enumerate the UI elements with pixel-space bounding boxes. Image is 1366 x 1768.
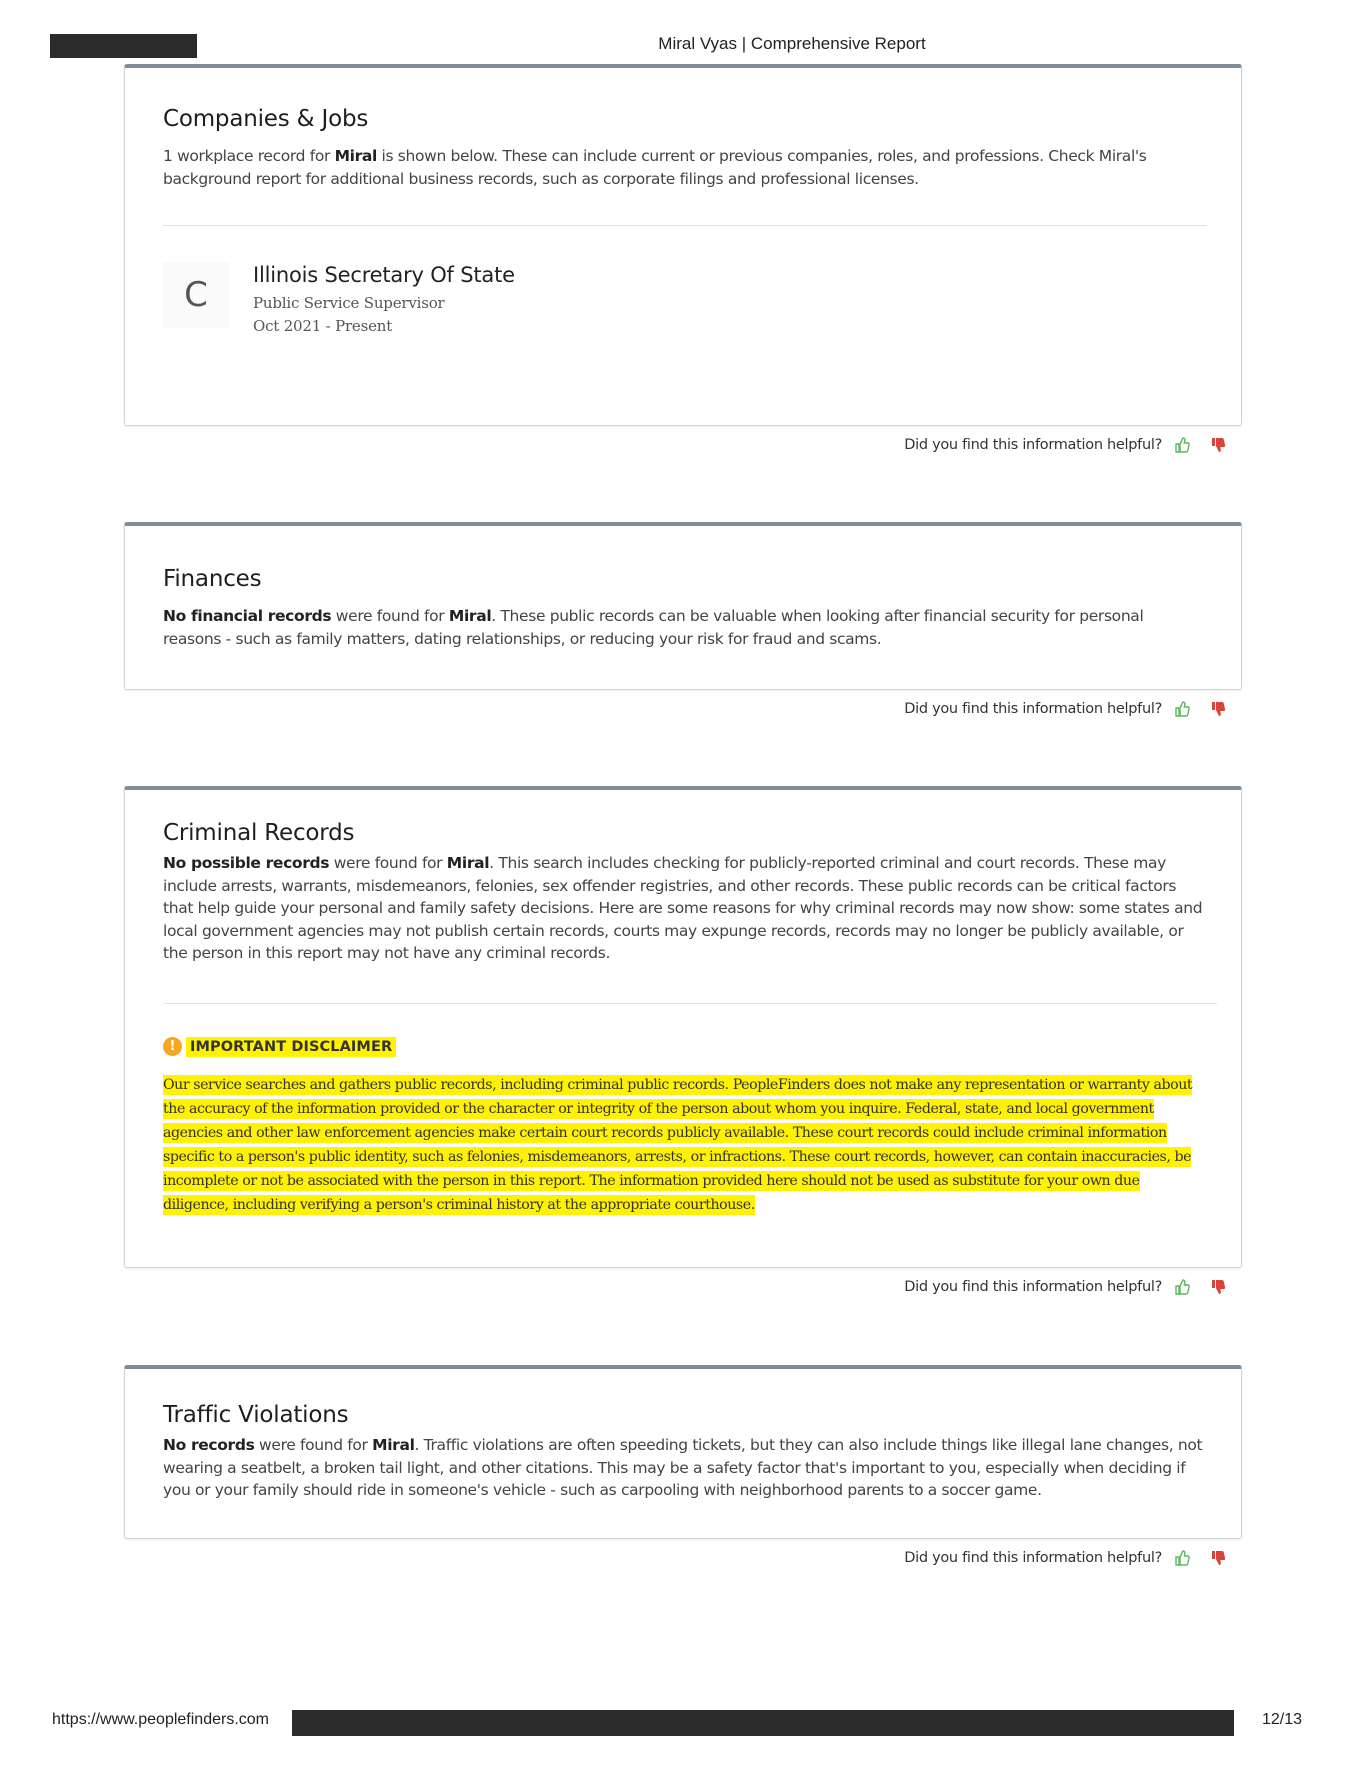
companies-jobs-card	[124, 64, 1242, 426]
traffic-violations-description: No records were found for Miral. Traffic violations are often speeding tickets, but they can also include things like illegal lane changes, not wearing a seatbelt, a broken tail light, and other citations. This may be a safety factor that's important to you, especially when deciding if you or your family should ride in someone's vehicle - such as carpooling with neighborhood parents to a soccer game.	[163, 1436, 1203, 1499]
traffic-violations-heading: Traffic Violations	[163, 1402, 349, 1428]
job-record	[163, 262, 1203, 335]
disclaimer-header	[163, 1037, 1203, 1057]
feedback-row-criminal	[904, 1279, 1226, 1295]
job-dates: Oct 2021 - Present	[253, 317, 393, 335]
disclaimer-text: Our service searches and gathers public records, including criminal public records. PeopleFinders does not make any representation or warranty about the accuracy of the information provided or the character or integrity of the person about whom you inquire. Federal, state, and local government agencies and other law enforcement agencies make certain court records publicly available. These court records could include criminal information specific to a person's public identity, such as felonies, misdemeanors, arrests, or infractions. These court records, however, can contain inaccuracies, be incomplete or not be associated with the person in this report. The information provided here should not be used as substitute for your own due diligence, including verifying a person's criminal history at the appropriate courthouse.	[163, 1076, 1193, 1213]
companies-jobs-description: 1 workplace record for Miral is shown below. These can include current or previous companies, roles, and professions. Check Miral's background report for additional business records, such as corporate filings and professional licenses.	[163, 147, 1147, 188]
traffic-violations-card	[124, 1365, 1242, 1539]
finances-heading: Finances	[163, 566, 262, 592]
finances-description: No financial records were found for Miral. These public records can be valuable when looking after financial security for personal reasons - such as family matters, dating relationships, or reducing your risk for fraud and scams.	[163, 607, 1144, 648]
criminal-records-heading: Criminal Records	[163, 820, 355, 846]
warning-icon: !	[163, 1037, 182, 1056]
criminal-records-card	[124, 786, 1242, 1268]
feedback-row-finances	[904, 701, 1226, 717]
feedback-question: Did you find this information helpful?	[904, 1550, 1162, 1566]
finances-card	[124, 522, 1242, 690]
job-role: Public Service Supervisor	[253, 294, 445, 312]
redaction-bar-bottom	[292, 1710, 1234, 1736]
feedback-question: Did you find this information helpful?	[904, 701, 1162, 717]
feedback-row-companies	[904, 437, 1226, 453]
criminal-records-description: No possible records were found for Miral. This search includes checking for publicly-reported criminal and court records. These may include arrests, warrants, misdemeanors, felonies, sex offender registries, and other records. These public records can be critical factors that help guide your personal and family safety decisions. Here are some reasons for why criminal records may now show: some states and local government agencies may not publish certain records, courts may expunge records, records may no longer be publicly available, or the person in this report may not have any criminal records.	[163, 854, 1203, 962]
disclaimer-title: IMPORTANT DISCLAIMER	[186, 1037, 396, 1057]
company-logo: C	[163, 262, 229, 328]
thumbs-down-icon[interactable]	[1210, 1279, 1226, 1295]
feedback-question: Did you find this information helpful?	[904, 1279, 1162, 1295]
feedback-question: Did you find this information helpful?	[904, 437, 1162, 453]
page-number: 12/13	[1262, 1711, 1303, 1728]
job-info	[253, 262, 515, 335]
thumbs-up-icon[interactable]	[1174, 1550, 1190, 1566]
feedback-row-traffic	[904, 1550, 1226, 1566]
footer-url: https://www.peoplefinders.com	[52, 1711, 269, 1728]
section-divider	[163, 225, 1207, 226]
job-company-name: Illinois Secretary Of State	[253, 263, 515, 287]
thumbs-down-icon[interactable]	[1210, 701, 1226, 717]
thumbs-up-icon[interactable]	[1174, 437, 1190, 453]
thumbs-down-icon[interactable]	[1210, 1550, 1226, 1566]
thumbs-up-icon[interactable]	[1174, 1279, 1190, 1295]
section-divider	[163, 1003, 1217, 1004]
thumbs-up-icon[interactable]	[1174, 701, 1190, 717]
companies-jobs-heading: Companies & Jobs	[163, 106, 369, 132]
page-header-title: Miral Vyas | Comprehensive Report	[658, 34, 926, 53]
thumbs-down-icon[interactable]	[1210, 437, 1226, 453]
